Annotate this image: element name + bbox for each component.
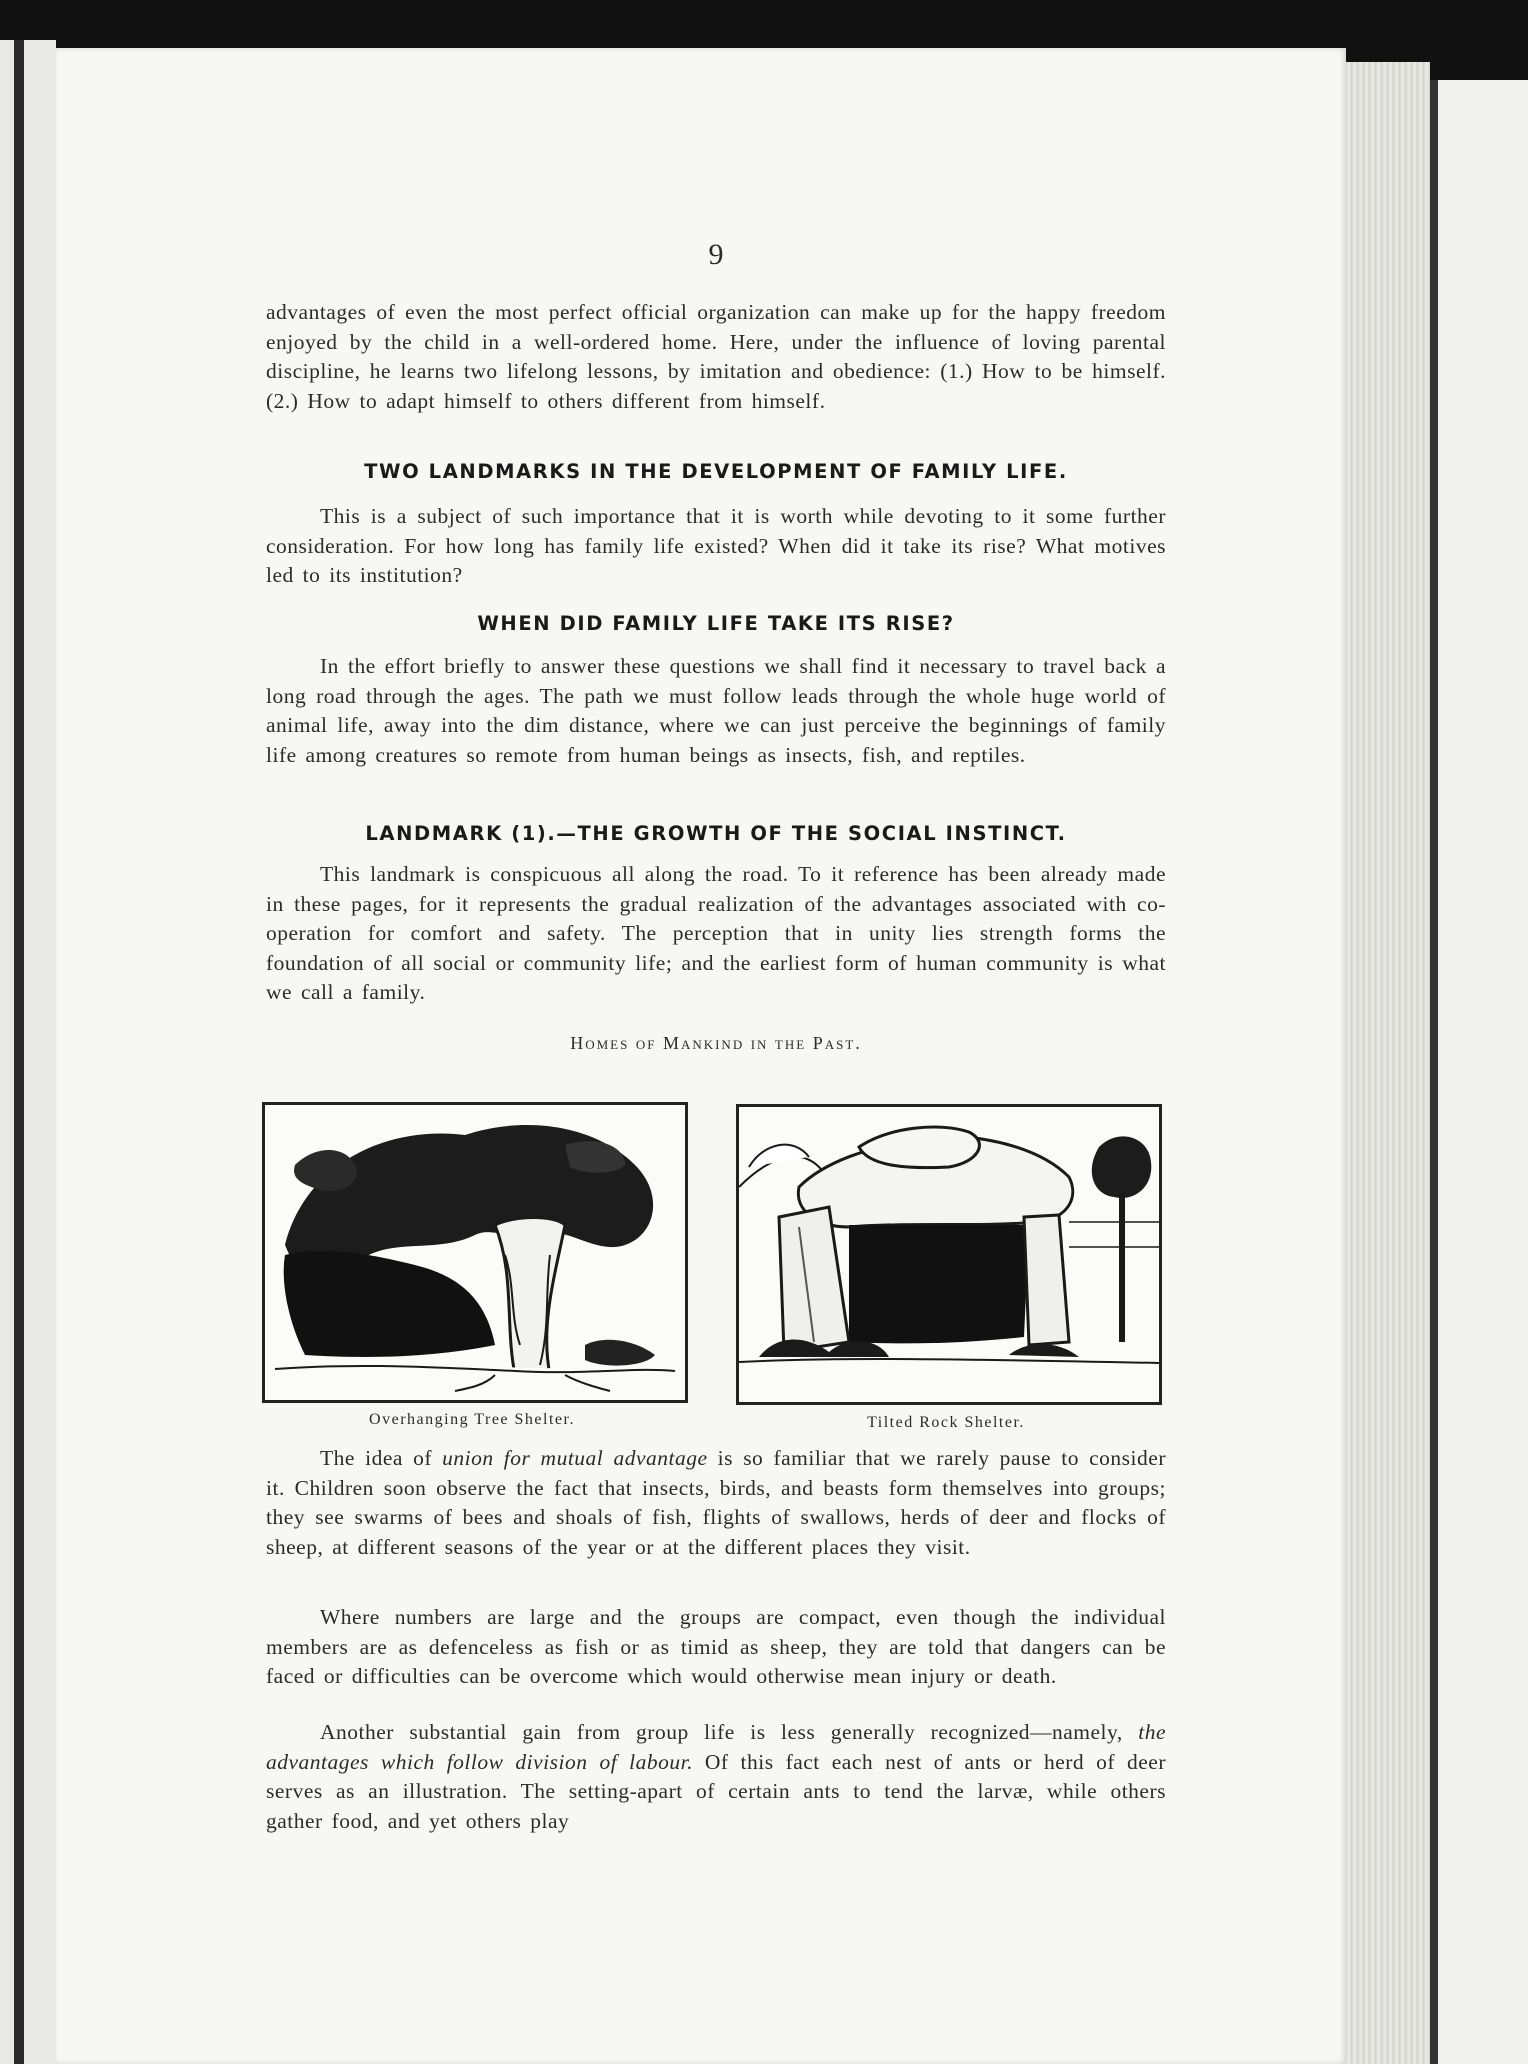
paragraph-4-start: The idea of	[320, 1446, 443, 1470]
paragraph-5: Where numbers are large and the groups are compact, even though the individual members are as defenceless as fish or as timid as sheep, they are told that dangers can be faced or difficulties can be overcome which would otherwise mean injury or death.	[266, 1605, 1166, 1688]
page-stack-edge	[1340, 62, 1430, 2064]
paragraph-6-italic: the advantages which follow division of labour.	[266, 1720, 1166, 1774]
paragraph-2: In the effort briefly to answer these questions we shall find it necessary to travel back a long road through the ages. The path we must follow leads through the whole huge world of animal life, away into the dim distance, where we can just perceive the beginnings of family life among creatures so remote from human beings as insects, fish, and reptiles.	[266, 654, 1166, 767]
book-cover-right	[1430, 80, 1528, 2064]
paragraph-6-end: Of this fact each nest of ants or herd of deer serves as an illustration. The setting-apart of certain ants to tend the larvæ, while others gather food, and yet others play	[266, 1749, 1166, 1833]
heading-family-rise: WHEN DID FAMILY LIFE TAKE ITS RISE?	[477, 612, 955, 635]
heading-landmark-1: LANDMARK (1).—THE GROWTH OF THE SOCIAL INSTINCT.	[365, 822, 1067, 845]
intro-paragraph: advantages of even the most perfect official organization can make up for the happy freedom enjoyed by the child in a well-ordered home. Here, under the influence of loving parental discipline, he learns two lifelong lessons, by imitation and obedience: (1.) How to be himself. (2.) How to adapt himself to others different from himself.	[266, 300, 1166, 413]
paragraph-6	[266, 1718, 1166, 1836]
caption-rock-shelter: Tilted Rock Shelter.	[867, 1414, 1025, 1431]
figure-title-block	[266, 1033, 1166, 1054]
heading-two-landmarks-block	[266, 460, 1166, 483]
intro-block	[266, 298, 1166, 416]
paragraph-3-block	[266, 860, 1166, 1008]
paragraph-4	[266, 1444, 1166, 1562]
page-number: 9	[708, 238, 724, 271]
paragraph-4-italic: union for mutual advantage	[442, 1446, 708, 1470]
paragraph-1: This is a subject of such importance that it is worth while devoting to it some further consideration. For how long has family life existed? When did it take its rise? What motives led to its institution?	[266, 504, 1166, 587]
paragraph-3: This landmark is conspicuous all along the road. To it reference has been already made in these pages, for it represents the gradual realization of the advantages associated with co-operation for comfort and safety. The perception that in unity lies strength forms the foundation of all social or community life; and the earliest form of human community is what we call a family.	[266, 862, 1166, 1004]
paragraph-1-block	[266, 502, 1166, 591]
figure-rock-shelter	[736, 1104, 1162, 1405]
heading-family-rise-block	[266, 612, 1166, 635]
rock-shelter-illustration	[739, 1107, 1159, 1402]
book-left-edge	[0, 40, 56, 2064]
tree-shelter-illustration	[265, 1105, 685, 1400]
paragraph-6-start: Another substantial gain from group life is less generally recognized—namely,	[320, 1720, 1139, 1744]
heading-landmark-1-block	[266, 822, 1166, 845]
paragraph-2-block	[266, 652, 1166, 770]
paragraph-5-block	[266, 1603, 1166, 1692]
book-page	[56, 48, 1346, 2064]
figure-tree-shelter	[262, 1102, 688, 1403]
book-binding	[14, 40, 24, 2064]
heading-two-landmarks: TWO LANDMARKS IN THE DEVELOPMENT OF FAMILY LIFE.	[364, 460, 1068, 483]
paragraph-4-end: is so familiar that we rarely pause to consider it. Children soon observe the fact that insects, birds, and beasts form themselves into groups; they see swarms of bees and shoals of fish, flights of swallows, herds of deer and flocks of sheep, at different seasons of the year or at the different places they visit.	[266, 1446, 1166, 1559]
caption-tree-shelter: Overhanging Tree Shelter.	[369, 1411, 575, 1428]
paragraph-4-block	[266, 1444, 1166, 1562]
paragraph-6-block	[266, 1718, 1166, 1836]
figure-title: Homes of Mankind in the Past.	[570, 1033, 862, 1053]
